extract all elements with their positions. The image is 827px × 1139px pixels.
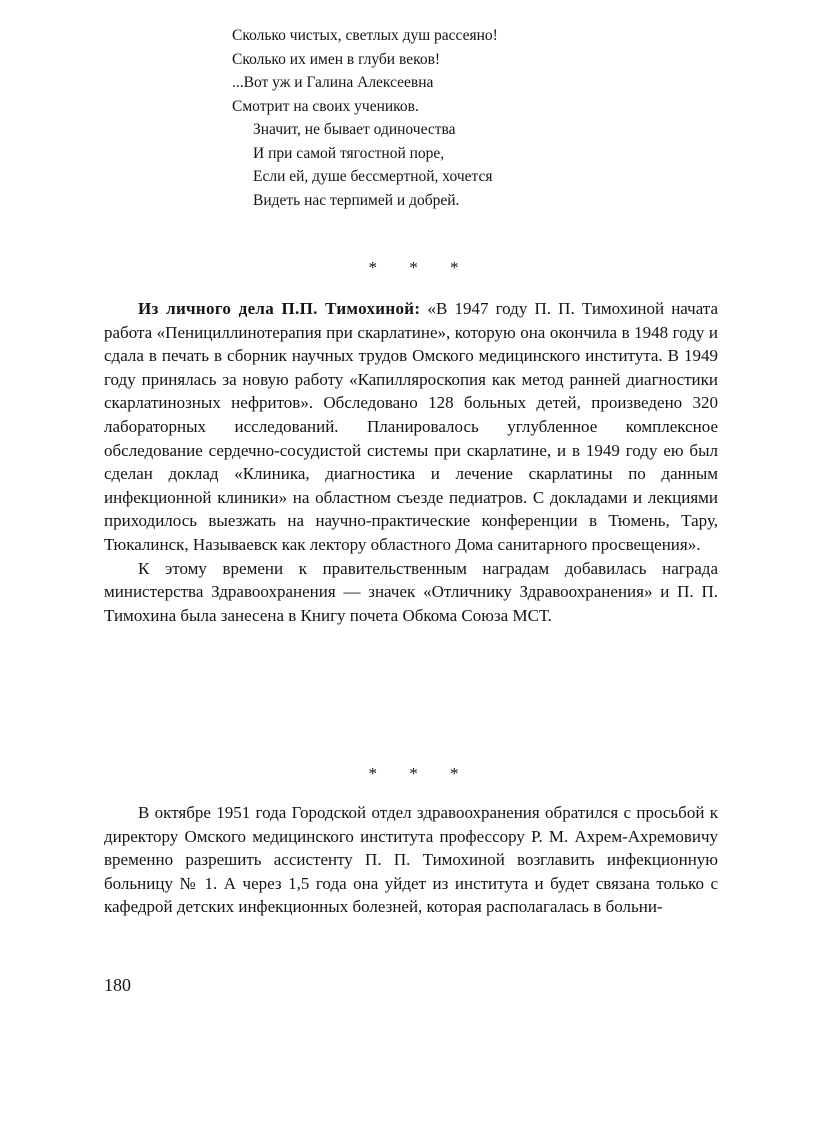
paragraph: К этому времени к правительственным наградам добавилась награда министерства Здравоохранения — значек «Отличнику Здравоохранения» и П. П. Тимохина была занесена в Книгу почета Обкома Союза МСТ. [104,558,718,625]
paragraph: В октябре 1951 года Городской отдел здравоохранения обратился с просьбой к директору Омского медицинского института профессору Р. М. Ахрем-Ахремовичу временно разрешить ассистенту П. П. Тимохиной возглавить инфекционную больницу № 1. А через 1,5 года она уйдет из института и будет связана только с кафедрой детских инфекционных болезней, которая располагалась в больни- [104,803,718,917]
poem-line: Сколько их имен в глуби веков! [232,50,441,68]
section-separator: * * * [368,258,473,277]
poem-line: Смотрит на своих учеников. [232,97,419,115]
poem-stanza-1 [232,24,652,118]
paragraph-text: «В 1947 году П. П. Тимохиной начата работа «Пенициллинотерапия при скарлатине», которую она окончила в 1948 году и сдала в печать в сборник научных трудов Омского медицинского института. В 1949 году принялась за новую работу «Капилляроскопия как метод ранней диагностики скарлатинозных нефритов». Обследовано 128 больных детей, произведено 320 лабораторных исследований. Планировалось углубленное комплексное обследование сердечно-сосудистой системы при скарлатине, и в 1949 году ею был сделан доклад «Клиника, диагностика и лечение скарлатины по данным инфекционной клиники» на областном съезде педиатров. С докладами и лекциями приходилось выезжать на научно-практические конференции в Тюмень, Тару, Тюкалинск, Называевск как лектору областного Дома санитарного просвещения». [104,299,718,554]
paragraph [104,297,718,557]
poem-line: ...Вот уж и Галина Алексеевна [232,74,434,91]
section-hospital [104,801,718,919]
poem-stanza-2 [253,118,673,212]
page-number: 180 [104,975,131,995]
section-personal-file [104,297,718,627]
poem-line: Если ей, душе бессмертной, хочется [253,168,493,185]
section-separator: * * * [368,764,473,783]
poem-line: И при самой тягостной поре, [253,144,445,162]
poem-line: Видеть нас терпимей и добрей. [253,191,460,209]
poem-line: Сколько чистых, светлых душ рассеяно! [232,27,498,44]
section-lead-heading: Из личного дела П.П. Тимохиной: [138,299,421,318]
poem-line: Значит, не бывает одиночества [253,121,456,138]
